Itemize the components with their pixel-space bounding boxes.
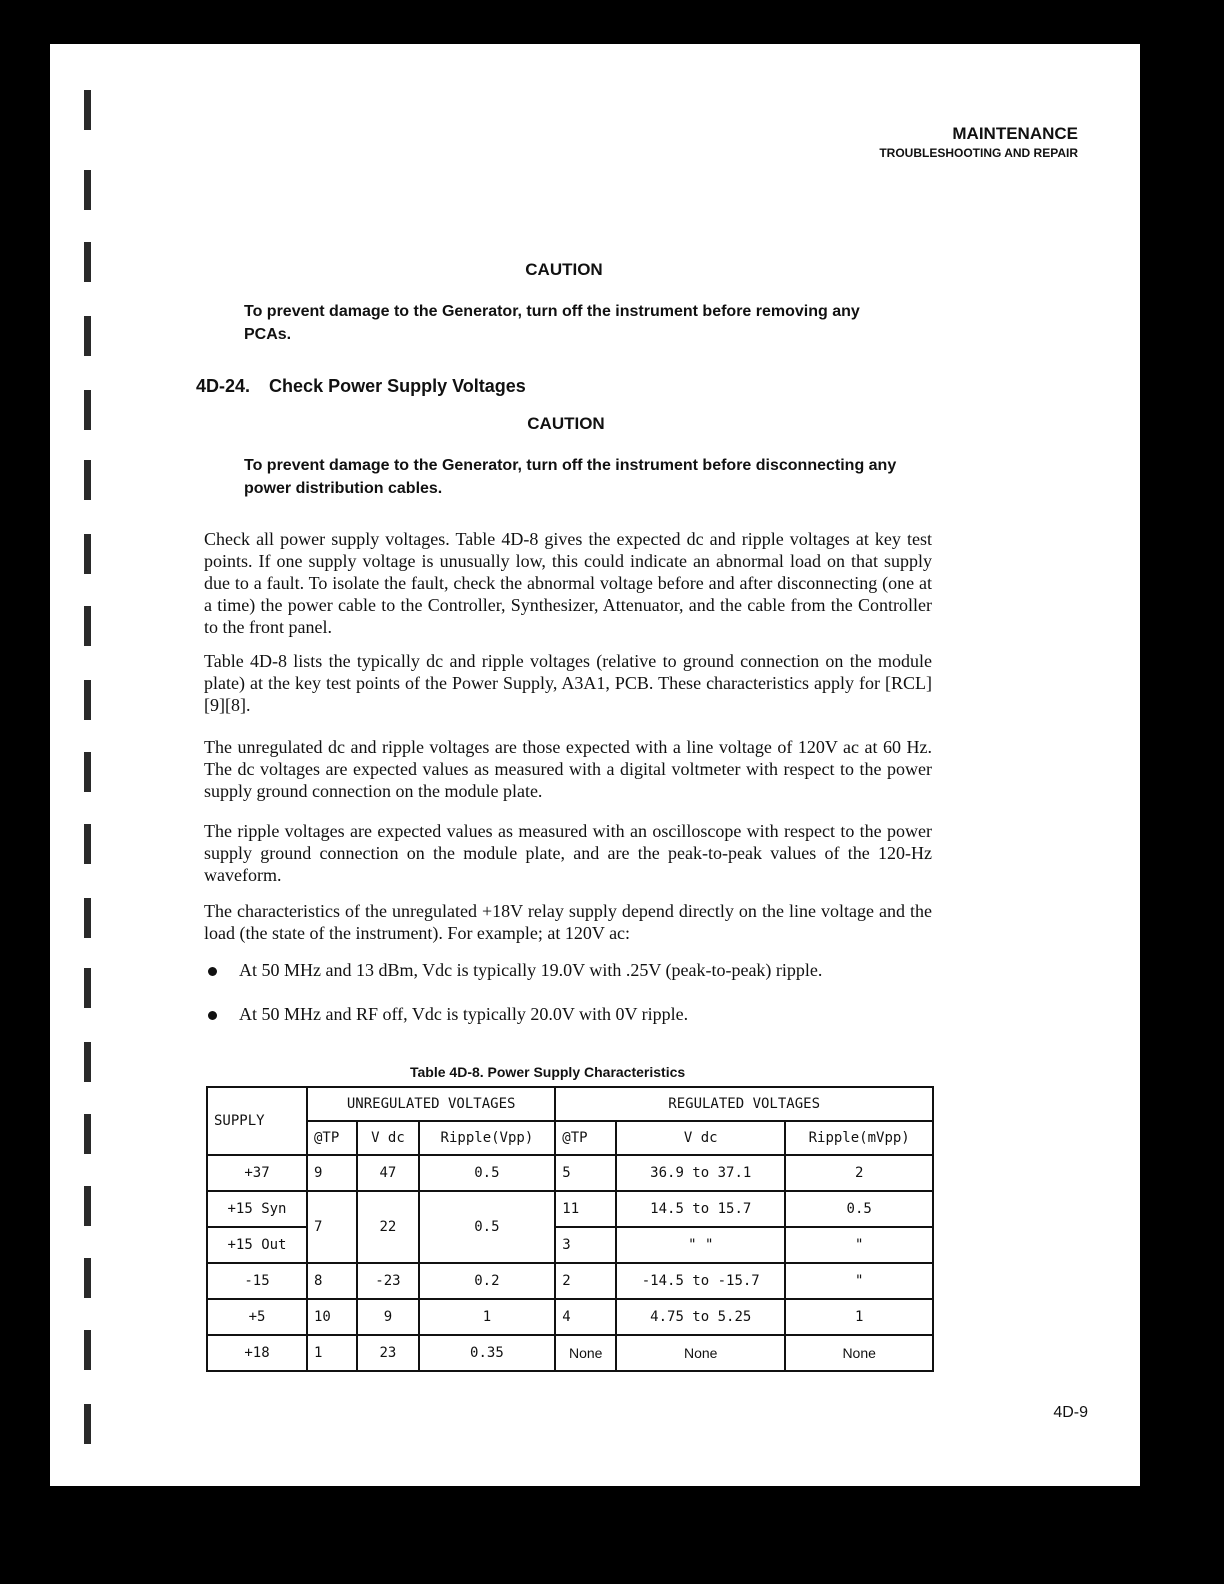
cell-reg-ripple: " xyxy=(785,1263,933,1299)
cell-ripple: 0.35 xyxy=(419,1335,556,1371)
binder-hole xyxy=(84,460,91,500)
binder-hole xyxy=(84,1114,91,1154)
table-row xyxy=(207,1191,933,1227)
cell-vdc: 22 xyxy=(357,1191,418,1263)
cell-reg-tp: 2 xyxy=(555,1263,616,1299)
caution-2-text: To prevent damage to the Generator, turn off the instrument before disconnecting any power distribution cables. xyxy=(244,457,897,497)
cell-ripple: 1 xyxy=(419,1299,556,1335)
cell-vdc: 23 xyxy=(357,1335,418,1371)
binder-hole xyxy=(84,1186,91,1226)
table-row xyxy=(207,1263,933,1299)
page-number: 4D-9 xyxy=(1053,1404,1088,1421)
binder-hole xyxy=(84,90,91,130)
cell-tp: 8 xyxy=(307,1263,357,1299)
bullet-2 xyxy=(208,1004,688,1025)
cell-reg-tp: 11 xyxy=(555,1191,616,1227)
unreg-ripple-header: Ripple(Vpp) xyxy=(419,1121,556,1155)
table-row xyxy=(207,1155,933,1191)
bullet-dot-icon xyxy=(208,1011,217,1020)
cell-supply: +18 xyxy=(207,1335,307,1371)
cell-supply: -15 xyxy=(207,1263,307,1299)
cell-reg-ripple: " xyxy=(785,1227,933,1263)
cell-reg-ripple: 0.5 xyxy=(785,1191,933,1227)
cell-reg-vdc: -14.5 to -15.7 xyxy=(616,1263,785,1299)
binder-hole xyxy=(84,242,91,282)
table-row xyxy=(207,1335,933,1371)
cell-reg-tp: None xyxy=(555,1335,616,1371)
header-subtitle: TROUBLESHOOTING AND REPAIR xyxy=(879,146,1078,160)
bullet-1-text: At 50 MHz and 13 dBm, Vdc is typically 19.0V with .25V (peak-to-peak) ripple. xyxy=(239,960,823,980)
cell-reg-vdc: 14.5 to 15.7 xyxy=(616,1191,785,1227)
paragraph-1: Check all power supply voltages. Table 4D-8 gives the expected dc and ripple voltages at key test points. If one supply voltage is unusually low, this could indicate an abnormal load on that supply due to a fault. To isolate the fault, check the abnormal voltage before and after disconnecting (one at a time) the power cable to the Controller, Synthesizer, Attenuator, and the cable from the Controller to the front panel. xyxy=(204,529,932,637)
binder-hole xyxy=(84,1330,91,1370)
paragraph-4: The ripple voltages are expected values as measured with an oscilloscope with respect to the power supply ground connection on the module plate, and are the peak-to-peak values of the 120-Hz waveform. xyxy=(204,821,932,885)
cell-tp: 7 xyxy=(307,1191,357,1263)
section-number: 4D-24. xyxy=(196,376,251,396)
cell-tp: 10 xyxy=(307,1299,357,1335)
caution-1-text: To prevent damage to the Generator, turn off the instrument before removing any PCAs. xyxy=(244,303,860,343)
regulated-header: REGULATED VOLTAGES xyxy=(555,1087,933,1121)
cell-vdc: -23 xyxy=(357,1263,418,1299)
paragraph-3: The unregulated dc and ripple voltages are those expected with a line voltage of 120V ac at 60 Hz. The dc voltages are expected values as measured with a digital voltmeter with respect to the power supply ground connection on the module plate. xyxy=(204,737,932,801)
supply-header: SUPPLY xyxy=(207,1087,307,1155)
cell-supply: +15 Out xyxy=(207,1227,307,1263)
cell-ripple: 0.5 xyxy=(419,1155,556,1191)
section-title: Check Power Supply Voltages xyxy=(269,376,526,396)
bullet-2-text: At 50 MHz and RF off, Vdc is typically 20.0V with 0V ripple. xyxy=(239,1004,689,1024)
unreg-vdc-header: V dc xyxy=(357,1121,418,1155)
binder-hole xyxy=(84,680,91,720)
binder-hole xyxy=(84,1404,91,1444)
binder-hole xyxy=(84,606,91,646)
caution-2-title: CAUTION xyxy=(527,414,605,433)
binder-hole xyxy=(84,1258,91,1298)
cell-reg-vdc: 4.75 to 5.25 xyxy=(616,1299,785,1335)
paragraph-5: The characteristics of the unregulated +18V relay supply depend directly on the line voltage and the load (the state of the instrument). For example; at 120V ac: xyxy=(204,901,932,943)
paragraph-2: Table 4D-8 lists the typically dc and ripple voltages (relative to ground connection on the module plate) at the key test points of the Power Supply, A3A1, PCB. These characteristics apply for [RCL] [9][8]. xyxy=(204,651,932,715)
bullet-dot-icon xyxy=(208,967,217,976)
unreg-tp-header: @TP xyxy=(307,1121,357,1155)
cell-ripple: 0.2 xyxy=(419,1263,556,1299)
cell-reg-tp: 5 xyxy=(555,1155,616,1191)
binder-hole xyxy=(84,534,91,574)
cell-reg-vdc: 36.9 to 37.1 xyxy=(616,1155,785,1191)
table-row xyxy=(207,1299,933,1335)
reg-vdc-header: V dc xyxy=(616,1121,785,1155)
cell-supply: +5 xyxy=(207,1299,307,1335)
cell-tp: 9 xyxy=(307,1155,357,1191)
cell-reg-vdc: " " xyxy=(616,1227,785,1263)
binder-hole xyxy=(84,968,91,1008)
section-heading xyxy=(196,376,526,397)
cell-supply: +37 xyxy=(207,1155,307,1191)
binder-hole xyxy=(84,170,91,210)
binder-hole xyxy=(84,316,91,356)
cell-reg-ripple: 2 xyxy=(785,1155,933,1191)
cell-vdc: 9 xyxy=(357,1299,418,1335)
binder-hole xyxy=(84,1042,91,1082)
binder-hole xyxy=(84,898,91,938)
cell-reg-vdc: None xyxy=(616,1335,785,1371)
cell-reg-tp: 3 xyxy=(555,1227,616,1263)
reg-tp-header: @TP xyxy=(555,1121,616,1155)
cell-tp: 1 xyxy=(307,1335,357,1371)
header-title: MAINTENANCE xyxy=(952,124,1078,143)
cell-supply: +15 Syn xyxy=(207,1191,307,1227)
cell-reg-ripple: 1 xyxy=(785,1299,933,1335)
cell-reg-ripple: None xyxy=(785,1335,933,1371)
power-supply-table xyxy=(206,1086,934,1372)
table-caption: Table 4D-8. Power Supply Characteristics xyxy=(410,1064,686,1080)
cell-vdc: 47 xyxy=(357,1155,418,1191)
document-page xyxy=(50,44,1140,1486)
binder-hole xyxy=(84,390,91,430)
cell-reg-tp: 4 xyxy=(555,1299,616,1335)
binder-hole xyxy=(84,752,91,792)
cell-ripple: 0.5 xyxy=(419,1191,556,1263)
caution-1-title: CAUTION xyxy=(525,260,603,279)
binder-hole xyxy=(84,824,91,864)
bullet-1 xyxy=(208,960,822,981)
unregulated-header: UNREGULATED VOLTAGES xyxy=(307,1087,555,1121)
reg-ripple-header: Ripple(mVpp) xyxy=(785,1121,933,1155)
